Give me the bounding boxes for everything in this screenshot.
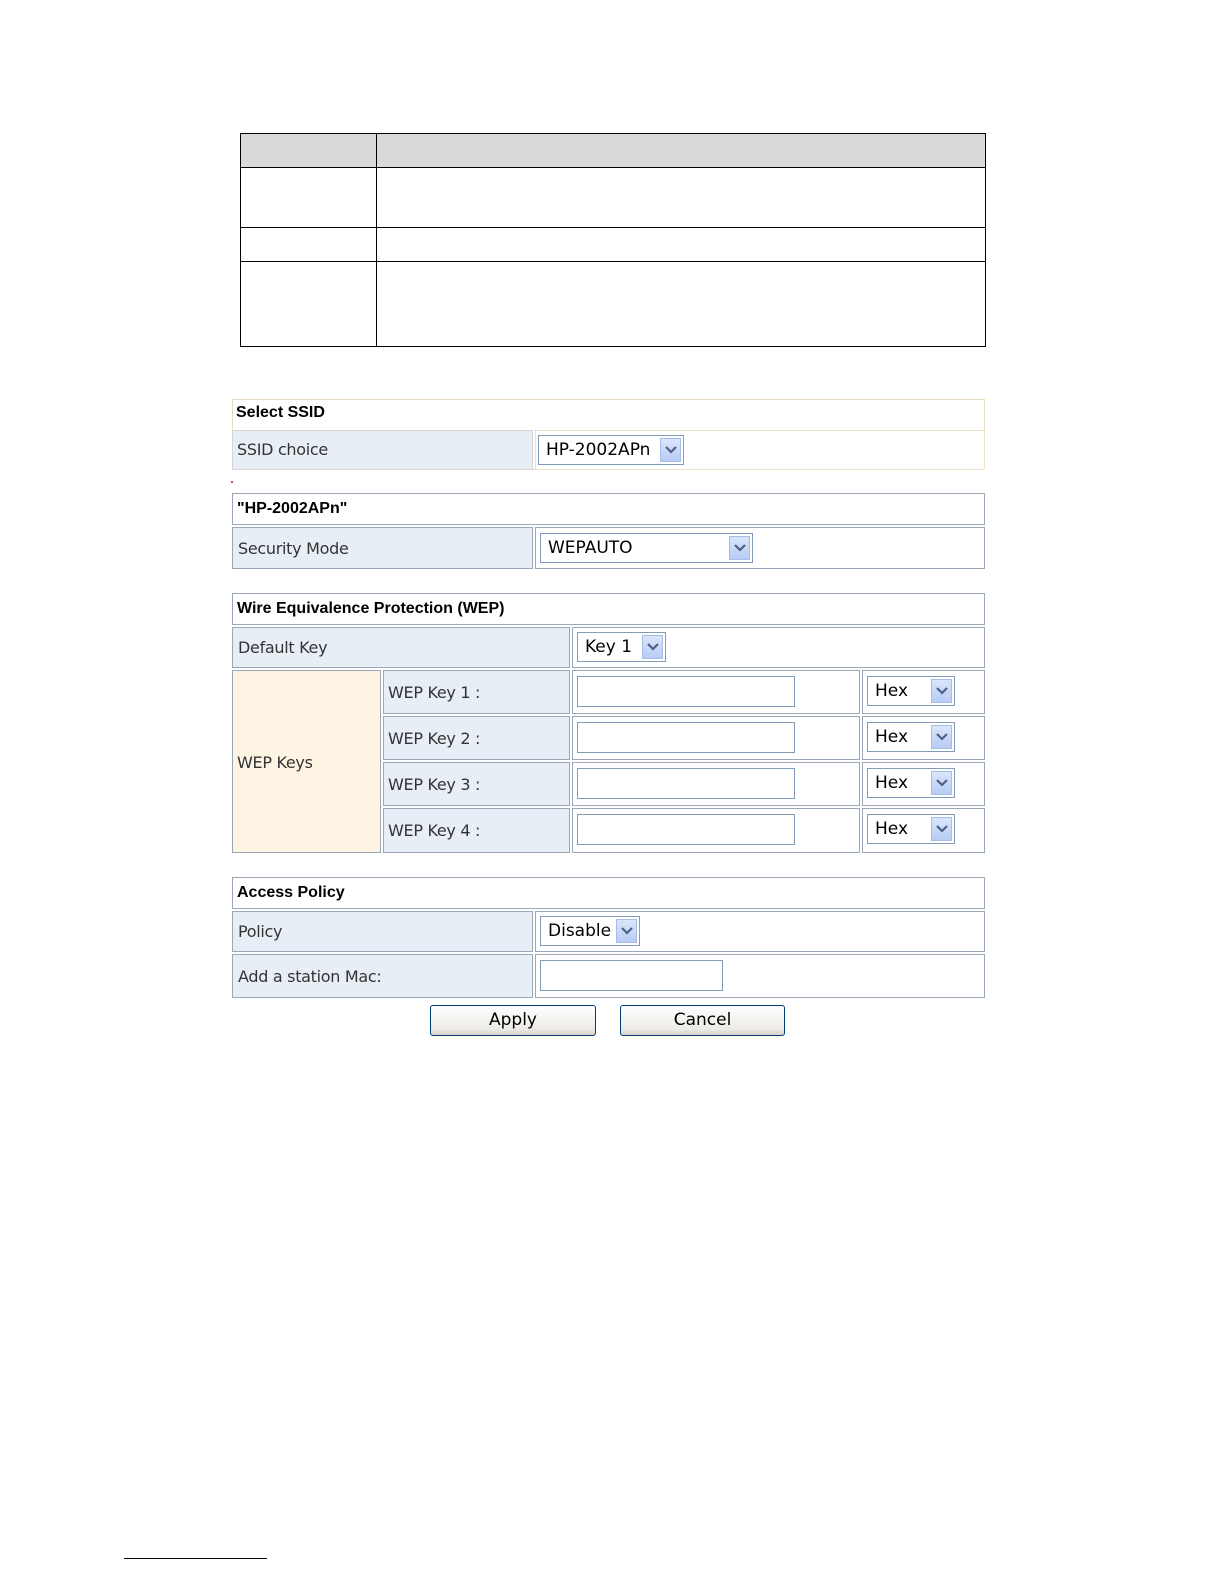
wep-key-2-label: WEP Key 2 : — [388, 729, 481, 748]
wep-key-4-format-select[interactable] — [867, 814, 955, 844]
table-cell — [241, 228, 377, 262]
wep-key-2-format-select[interactable] — [867, 722, 955, 752]
footnote-separator — [124, 1558, 267, 1559]
ssid-section-title-bar — [232, 493, 985, 525]
wep-keys-label: WEP Keys — [237, 753, 313, 772]
wep-key-1-format-value: Hex — [875, 681, 909, 701]
wep-key-2-input[interactable] — [577, 722, 795, 753]
chevron-down-icon[interactable] — [642, 635, 663, 659]
table-cell — [241, 168, 377, 228]
policy-label-cell — [232, 911, 533, 952]
wep-keys-label-cell — [232, 670, 381, 853]
wep-key-4-input[interactable] — [577, 814, 795, 845]
wep-key-1-label-cell — [383, 670, 570, 714]
add-mac-label: Add a station Mac: — [238, 967, 382, 986]
chevron-down-icon[interactable] — [931, 725, 952, 749]
wep-key-3-label: WEP Key 3 : — [388, 775, 481, 794]
ssid-choice-label-cell — [232, 430, 533, 470]
wep-key-3-label-cell — [383, 762, 570, 806]
default-key-select[interactable] — [577, 632, 666, 662]
security-mode-select[interactable] — [540, 533, 753, 563]
add-mac-input[interactable] — [540, 960, 723, 991]
security-mode-label: Security Mode — [238, 539, 349, 558]
ssid-choice-select-value: HP-2002APn — [546, 440, 651, 460]
document-table — [240, 133, 986, 347]
wep-key-3-input[interactable] — [577, 768, 795, 799]
ssid-section-title: "HP-2002APn" — [237, 500, 348, 517]
security-mode-label-cell — [232, 527, 533, 569]
table-header-cell — [377, 134, 986, 168]
table-header-cell — [241, 134, 377, 168]
table-cell — [377, 228, 986, 262]
default-key-select-value: Key 1 — [585, 637, 633, 657]
wep-key-4-label: WEP Key 4 : — [388, 821, 481, 840]
table-cell — [377, 168, 986, 228]
wep-key-3-format-value: Hex — [875, 773, 909, 793]
wep-key-1-label: WEP Key 1 : — [388, 683, 481, 702]
chevron-down-icon[interactable] — [616, 919, 637, 943]
wep-title-bar — [232, 593, 985, 625]
select-ssid-title: Select SSID — [236, 404, 325, 421]
table-cell — [241, 262, 377, 347]
wep-key-3-format-select[interactable] — [867, 768, 955, 798]
chevron-down-icon[interactable] — [931, 679, 952, 703]
cancel-button[interactable]: Cancel — [620, 1005, 785, 1036]
table-cell — [377, 262, 986, 347]
access-policy-title-bar — [232, 877, 985, 909]
chevron-down-icon[interactable] — [729, 536, 750, 560]
chevron-down-icon[interactable] — [660, 438, 681, 462]
ssid-choice-select[interactable] — [538, 435, 684, 465]
policy-select[interactable] — [540, 916, 640, 946]
wep-key-1-format-select[interactable] — [867, 676, 955, 706]
wep-key-4-format-value: Hex — [875, 819, 909, 839]
apply-button[interactable]: Apply — [430, 1005, 596, 1036]
red-dot — [231, 481, 233, 483]
default-key-label: Default Key — [238, 638, 328, 657]
chevron-down-icon[interactable] — [931, 817, 952, 841]
wep-key-1-input[interactable] — [577, 676, 795, 707]
ssid-choice-label: SSID choice — [237, 440, 328, 459]
policy-label: Policy — [238, 922, 283, 941]
wep-key-2-format-value: Hex — [875, 727, 909, 747]
add-mac-label-cell — [232, 954, 533, 998]
policy-select-value: Disable — [548, 921, 612, 941]
default-key-label-cell — [232, 627, 570, 668]
wep-title: Wire Equivalence Protection (WEP) — [237, 600, 505, 617]
wep-key-4-label-cell — [383, 808, 570, 853]
access-policy-title: Access Policy — [237, 884, 345, 901]
chevron-down-icon[interactable] — [931, 771, 952, 795]
security-mode-select-value: WEPAUTO — [548, 538, 633, 558]
wep-key-2-label-cell — [383, 716, 570, 760]
